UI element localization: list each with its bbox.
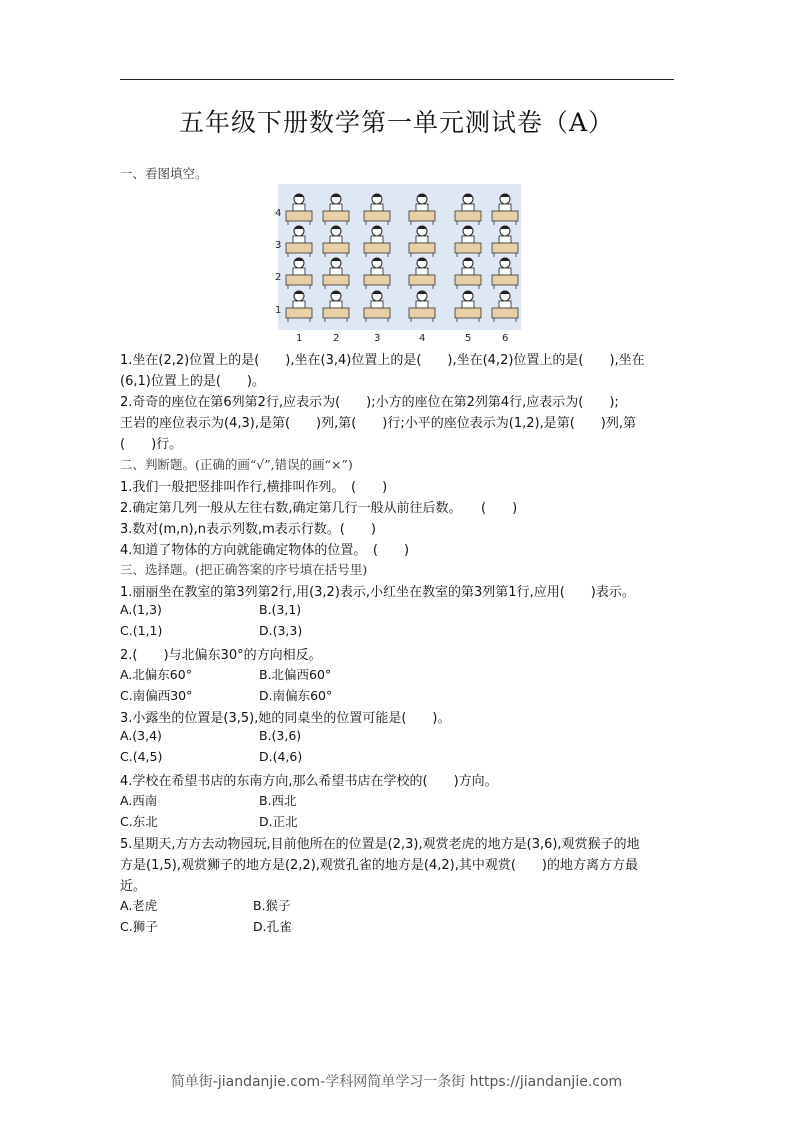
row-label: 3 bbox=[275, 240, 282, 251]
column-label: 5 bbox=[465, 333, 472, 343]
section1-heading: 一、看图填空。 bbox=[120, 166, 208, 181]
s3-q2-option-a: A.北偏东60° bbox=[120, 667, 192, 682]
s3-q5-line1: 5.星期天,方方去动物园玩,目前他所在的位置是(2,3),观赏老虎的地方是(3,6),观赏猴子的地 bbox=[120, 837, 640, 852]
s3-q4: 4.学校在希望书店的东南方向,那么希望书店在学校的( )方向。 bbox=[120, 774, 498, 789]
s3-q2-option-c: C.南偏西30° bbox=[120, 688, 193, 703]
s3-q1-option-d: D.(3,3) bbox=[259, 623, 303, 638]
page-title: 五年级下册数学第一单元测试卷（A） bbox=[178, 108, 615, 137]
s3-q2-option-b: B.北偏西60° bbox=[259, 667, 332, 682]
s2-item-1: 1.我们一般把竖排叫作行,横排叫作列。 ( ) bbox=[120, 480, 388, 495]
s3-q1-option-c: C.(1,1) bbox=[120, 623, 163, 638]
s3-q3-option-a: A.(3,4) bbox=[120, 728, 162, 743]
s3-q3-option-d: D.(4,6) bbox=[259, 749, 303, 764]
section2-heading: 二、判断题。(正确的画“√”,错误的画“×”) bbox=[120, 457, 353, 472]
header-rule bbox=[120, 79, 674, 80]
column-label: 4 bbox=[419, 333, 426, 343]
seating-chart-illustration bbox=[275, 184, 522, 343]
s3-q4-option-a: A.西南 bbox=[120, 793, 158, 808]
s3-q5-line2: 方是(1,5),观赏狮子的地方是(2,2),观赏孔雀的地方是(4,2),其中观赏( )的地方离方方最 bbox=[120, 858, 638, 873]
s3-q3-option-b: B.(3,6) bbox=[259, 728, 302, 743]
row-label: 4 bbox=[275, 208, 282, 219]
s3-q5-option-d: D.孔雀 bbox=[253, 919, 292, 934]
s3-q4-option-d: D.正北 bbox=[259, 814, 298, 829]
s3-q4-option-c: C.东北 bbox=[120, 814, 158, 829]
s3-q2-option-d: D.南偏东60° bbox=[259, 688, 333, 703]
s1-q2-line1: 2.奇奇的座位在第6列第2行,应表示为( );小方的座位在第2列第4行,应表示为( ); bbox=[120, 395, 619, 410]
s3-q1-option-a: A.(1,3) bbox=[120, 602, 162, 617]
s2-item-3: 3.数对(m,n),n表示列数,m表示行数。( ) bbox=[120, 522, 376, 537]
section3-heading: 三、选择题。(把正确答案的序号填在括号里) bbox=[120, 562, 368, 577]
s1-q2-line3: ( )行。 bbox=[120, 437, 183, 452]
s2-item-4: 4.知道了物体的方向就能确定物体的位置。 ( ) bbox=[120, 543, 410, 558]
column-label: 3 bbox=[374, 333, 381, 343]
s3-q3-option-c: C.(4,5) bbox=[120, 749, 163, 764]
s3-q2: 2.( )与北偏东30°的方向相反。 bbox=[120, 648, 322, 663]
s3-q3: 3.小露坐的位置是(3,5),她的同桌坐的位置可能是( )。 bbox=[120, 711, 451, 726]
s3-q5-option-a: A.老虎 bbox=[120, 898, 158, 913]
footer-watermark: 简单街-jiandanjie.com-学科网简单学习一条街 https://jiandanjie.com bbox=[170, 1074, 623, 1090]
s2-item-2: 2.确定第几列一般从左往右数,确定第几行一般从前往后数。 ( ) bbox=[120, 501, 518, 516]
seating-chart-figure bbox=[275, 184, 522, 343]
s3-q1-option-b: B.(3,1) bbox=[259, 602, 302, 617]
s1-q2-line2: 王岩的座位表示为(4,3),是第( )列,第( )行;小平的座位表示为(1,2),是第( )列,第 bbox=[120, 416, 636, 431]
s3-q1: 1.丽丽坐在教室的第3列第2行,用(3,2)表示,小红坐在教室的第3列第1行,应用( )表示。 bbox=[120, 585, 635, 600]
column-label: 1 bbox=[296, 333, 303, 343]
column-label: 6 bbox=[502, 333, 509, 343]
column-label: 2 bbox=[333, 333, 340, 343]
s1-q1-line2: (6,1)位置上的是( )。 bbox=[120, 374, 265, 389]
row-label: 2 bbox=[275, 272, 282, 283]
s3-q4-option-b: B.西北 bbox=[259, 793, 297, 808]
s3-q5-option-b: B.猴子 bbox=[253, 898, 291, 913]
s3-q5-option-c: C.狮子 bbox=[120, 919, 158, 934]
s3-q5-line3: 近。 bbox=[120, 879, 147, 894]
row-label: 1 bbox=[275, 305, 282, 316]
s1-q1-line1: 1.坐在(2,2)位置上的是( ),坐在(3,4)位置上的是( ),坐在(4,2)位置上的是( ),坐在 bbox=[120, 353, 645, 368]
